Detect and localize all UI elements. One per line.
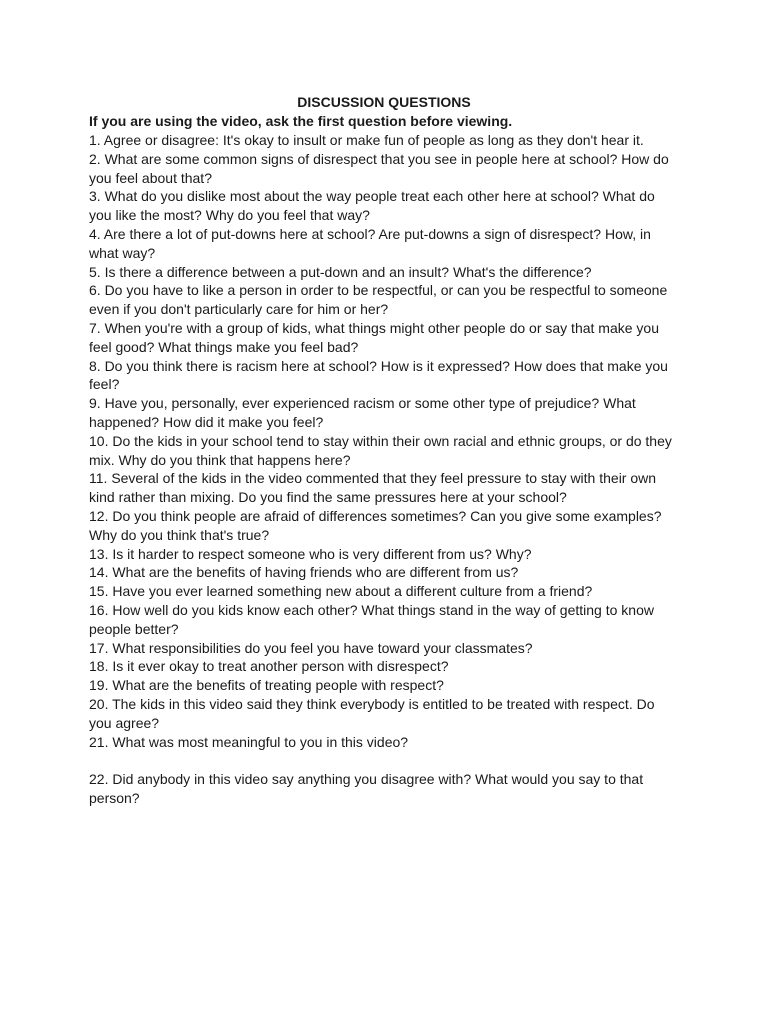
question-item: 11. Several of the kids in the video commented that they feel pressure to stay with their own kind rather than mixing. Do you find the same pressures here at your school? [89, 470, 657, 506]
question-item: 14. What are the benefits of having friends who are different from us? [89, 564, 519, 581]
question-item: 9. Have you, personally, ever experienced racism or some other type of prejudice? What happened? How did it make you feel? [89, 395, 636, 430]
question-item: 12. Do you think people are afraid of differences sometimes? Can you give some examples? Why do you think that's true? [89, 507, 662, 543]
question-item: 5. Is there a difference between a put-down and an insult? What's the difference? [89, 263, 592, 280]
question-item: 13. Is it harder to respect someone who is very different from us? Why? [89, 545, 532, 562]
question-item: 1. Agree or disagree: It's okay to insult or make fun of people as long as they don't hear it. [89, 132, 644, 148]
document-content [89, 92, 679, 808]
question-item: 2. What are some common signs of disrespect that you see in people here at school? How do you feel about that? [89, 150, 669, 186]
question-item: 17. What responsibilities do you feel you have toward your classmates? [89, 639, 533, 656]
question-item: 8. Do you think there is racism here at school? How is it expressed? How does that make you feel? [89, 357, 668, 393]
question-item: 19. What are the benefits of treating people with respect? [89, 677, 444, 694]
question-item: 15. Have you ever learned something new about a different culture from a friend? [89, 583, 593, 600]
question-item: 10. Do the kids in your school tend to stay within their own racial and ethnic groups, or do they mix. Why do you think that happens here? [89, 432, 672, 468]
question-item: 3. What do you dislike most about the way people treat each other here at school? What do you like the most? Why do you feel that way? [89, 188, 655, 224]
question-item: 21. What was most meaningful to you in this video? [89, 733, 409, 750]
question-item: 6. Do you have to like a person in order to be respectful, or can you be respectful to someone even if you don't particularly care for him or her? [89, 282, 668, 318]
question-item: 20. The kids in this video said they think everybody is entitled to be treated with respect. Do you agree? [89, 695, 655, 731]
question-list [89, 131, 679, 808]
question-item: 4. Are there a lot of put-downs here at school? Are put-downs a sign of disrespect? How, in what way? [89, 225, 651, 261]
question-item: 16. How well do you kids know each other? What things stand in the way of getting to know people better? [89, 601, 654, 637]
question-item: 18. Is it ever okay to treat another person with disrespect? [89, 658, 449, 675]
document-title: DISCUSSION QUESTIONS [297, 94, 471, 110]
question-item: 7. When you're with a group of kids, what things might other people do or say that make you feel good? What things make you feel bad? [89, 319, 659, 355]
question-item: 22. Did anybody in this video say anything you disagree with? What would you say to that person? [89, 771, 644, 807]
instruction-text: If you are using the video, ask the first question before viewing. [89, 113, 513, 129]
